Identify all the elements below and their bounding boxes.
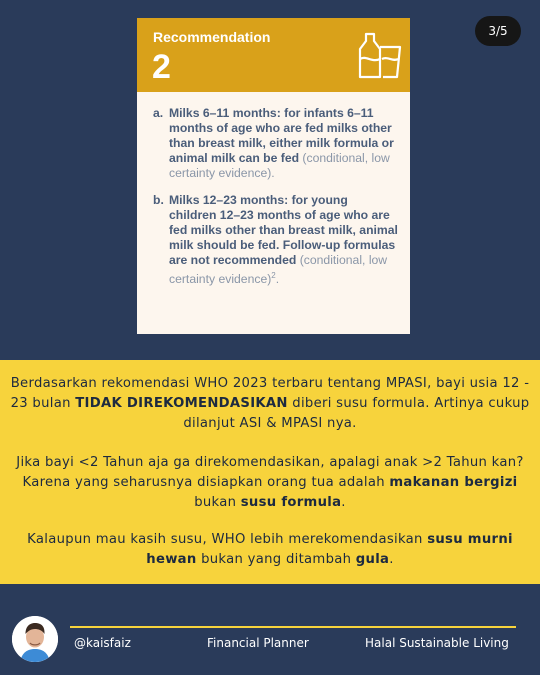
text: bukan yang ditambah (196, 552, 356, 567)
page-counter: 3/5 (475, 16, 521, 46)
item-note-text: (conditional, low certainty evidence). (169, 151, 390, 180)
item-bold-text: Milks 12–23 months: for young children 12–23 months of age who are fed milks other than breast milk, animal milk should be fed. Follow-up formulas are not recommended (169, 193, 398, 267)
footer-divider (70, 626, 516, 628)
milk-bottle-glass-icon (352, 29, 404, 81)
text: Jika bayi <2 Tahun aja ga direkomendasikan, apalagi anak >2 Tahun kan? Karena yang seharusnya disiapkan orang tua adalah (16, 455, 524, 490)
card-header (137, 18, 410, 92)
avatar-portrait-icon (12, 616, 58, 662)
text: . (341, 495, 346, 510)
info-band (0, 360, 540, 584)
item-superscript: 2 (271, 271, 276, 280)
emphasis-text: susu formula (240, 495, 342, 510)
footer-role: Financial Planner (207, 636, 309, 650)
footer-handle: @kaisfaiz (74, 636, 131, 650)
card-number: 2 (152, 48, 171, 86)
info-paragraph-3 (0, 530, 540, 570)
recommendation-card (137, 18, 410, 334)
card-label: Recommendation (153, 29, 271, 45)
emphasis-text: makanan bergizi (389, 475, 518, 490)
recommendation-item-a (153, 106, 398, 181)
emphasis-text: gula (355, 552, 390, 567)
item-bold-text: Milks 6–11 months: for infants 6–11 months of age who are fed milks other than breast milk, either milk formula or animal milk can be fed (169, 106, 394, 165)
text: bukan (194, 495, 241, 510)
card-body (137, 92, 410, 287)
info-paragraph-2 (0, 453, 540, 513)
avatar (12, 616, 58, 662)
text: Berdasarkan rekomendasi WHO 2023 terbaru tentang MPASI, bayi usia 12 - 23 bulan (10, 376, 530, 411)
item-letter: a. (153, 106, 164, 120)
item-text (169, 193, 398, 287)
item-note-text: (conditional, low certainty evidence) (169, 253, 388, 287)
emphasis-text: TIDAK DIREKOMENDASIKAN (75, 396, 288, 411)
text: . (389, 552, 394, 567)
text: Kalaupun mau kasih susu, WHO lebih merekomendasikan (27, 532, 428, 547)
item-end-text: . (275, 272, 280, 287)
item-text (169, 106, 398, 181)
info-paragraph-1 (0, 374, 540, 434)
item-letter: b. (153, 193, 164, 207)
footer-tagline: Halal Sustainable Living (365, 636, 509, 650)
text: diberi susu formula. Artinya cukup dilanjut ASI & MPASI nya. (183, 396, 530, 431)
emphasis-text: susu murni hewan (146, 532, 513, 567)
recommendation-item-b (153, 193, 398, 287)
